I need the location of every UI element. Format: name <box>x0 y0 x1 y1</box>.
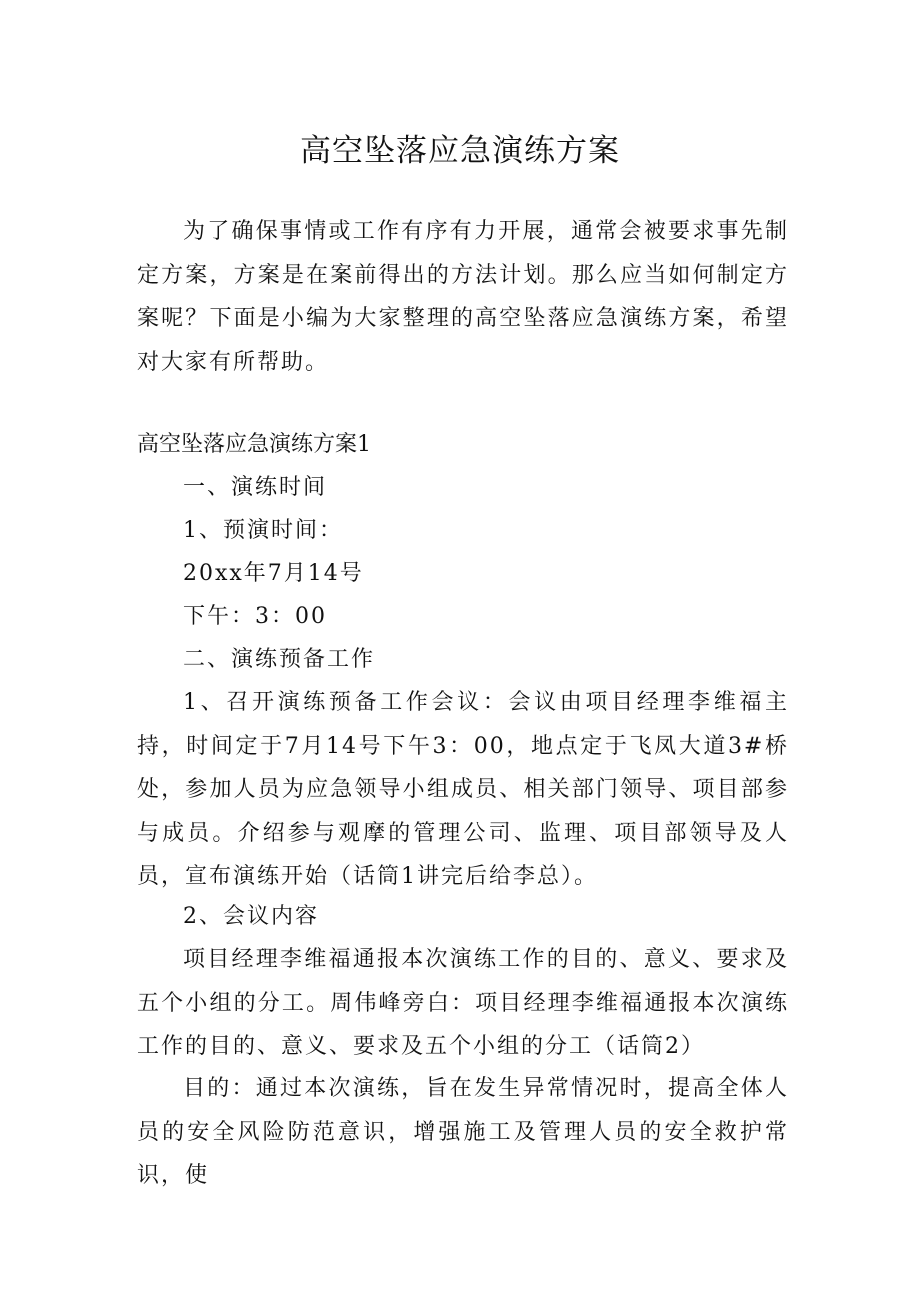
preparation-heading: 二、演练预备工作 <box>183 647 376 672</box>
rehearsal-date: 20xx年7月14号 <box>183 561 364 586</box>
report-paragraph: 项目经理李维福通报本次演练工作的目的、意义、要求及五个小组的分工。周伟峰旁白：项目经理李维福通报本次演练工作的目的、意义、要求及五个小组的分工（话筒2） <box>137 947 789 1059</box>
rehearsal-clock-time: 下午：3：00 <box>183 604 327 629</box>
intro-paragraph: 为了确保事情或工作有序有力开展，通常会被要求事先制定方案，方案是在案前得出的方法计划。那么应当如何制定方案呢？下面是小编为大家整理的高空坠落应急演练方案，希望对大家有所帮助。 <box>137 219 789 375</box>
meeting-paragraph: 1、召开演练预备工作会议：会议由项目经理李维福主持，时间定于7月14号下午3：00，地点定于飞凤大道3#桥处，参加人员为应急领导小组成员、相关部门领导、项目部参与成员。介绍参与观摩的管理公司、监理、项目部领导及人员，宣布演练开始（话筒1讲完后给李总）。 <box>137 690 789 889</box>
meeting-content-heading: 2、会议内容 <box>183 904 319 929</box>
goal-paragraph: 目的：通过本次演练，旨在发生异常情况时，提高全体人员的安全风险防范意识，增强施工及管理人员的安全救护常识，使 <box>137 1076 789 1188</box>
document-title: 高空坠落应急演练方案 <box>300 132 620 169</box>
rehearsal-time-label: 1、预演时间： <box>183 518 343 543</box>
drill-time-heading: 一、演练时间 <box>183 475 328 500</box>
section-title: 高空坠落应急演练方案1 <box>137 432 371 457</box>
